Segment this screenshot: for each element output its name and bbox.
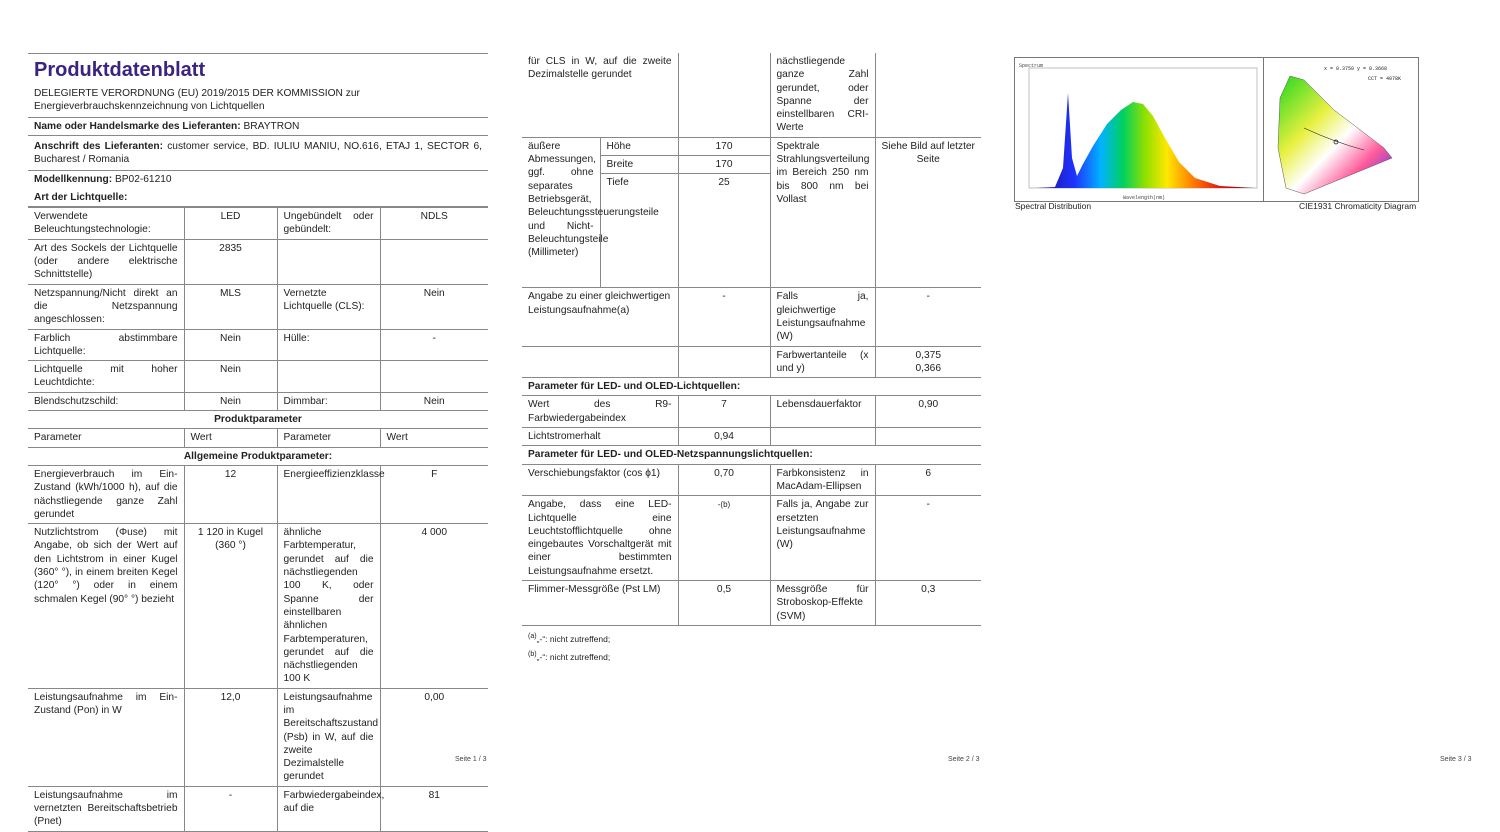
type-table [28,207,488,832]
column-header: Parameter [277,429,380,447]
value-cell: NDLS [380,208,488,240]
value-cell: LED [184,208,277,240]
param-cell: Art des Sockels der Lichtquelle (oder andere elektrische Schnittstelle) [28,239,184,284]
param-cell: Vernetzte Lichtquelle (CLS): [277,284,380,329]
regulation-text: DELEGIERTE VERORDNUNG (EU) 2019/2015 DER KOMMISSION zur Energieverbrauchskennzeichnung von Lichtquellen [28,85,488,118]
value-cell: - [875,496,981,581]
value-cell: -(b) [678,496,770,581]
dimension-name: Tiefe [600,174,678,288]
value-cell: 0,70 [678,464,770,496]
table-heading-row [522,378,981,396]
param-cell: Farbwertanteile (x und y) [770,346,875,378]
address-label: Anschrift des Lieferanten: [34,140,163,152]
spectral-caption: Spectral Distribution [1015,201,1092,211]
spectral-distribution-chart [1014,57,1264,202]
param-cell: Netzspannung/Nicht direkt an die Netzspannung angeschlossen: [28,284,184,329]
param-cell [277,239,380,284]
mains-params-heading: Parameter für LED- und OLED-Netzspannungslichtquellen: [522,446,981,464]
page-1 [28,53,488,832]
table-row [522,581,981,626]
param-cell: Angabe, dass eine LED-Lichtquelle eine Leuchtstofflichtquelle ohne eingebautes Vorschaltgerät mit einer bestimmten Leistungsaufnahme ersetzt. [522,496,678,581]
table-row [522,346,981,378]
value-cell: 81 [380,786,488,831]
table-row [522,396,981,428]
value-cell: - [678,288,770,346]
param-cell: Blendschutzschild: [28,392,184,410]
value-cell: 2835 [184,239,277,284]
table-row [28,329,488,361]
column-header: Parameter [28,429,184,447]
value-cell: 0,375 0,366 [875,346,981,378]
dimension-value: 25 [678,174,770,288]
table-row [28,284,488,329]
dimension-value: 170 [678,137,770,155]
value-cell: Nein [380,284,488,329]
footnote-a: $^{(a)}$„-“: nicht zutreffend; [528,631,611,644]
table-row [28,465,488,523]
param-cell: Leistungsaufnahme im Bereitschaftszustand (Psb) in W, auf die zweite Dezimalstelle gerundet [277,688,380,786]
value-cell: 0,5 [678,581,770,626]
page-number-2: Seite 2 / 3 [948,756,980,763]
param-cell [277,361,380,393]
column-header: Wert [184,429,277,447]
value-cell: - [380,329,488,361]
model-label: Modellkennung: [34,174,113,186]
table-heading-row [28,411,488,429]
table-heading-row [28,447,488,465]
param-cell: Verwendete Beleuchtungstechnologie: [28,208,184,240]
table-row [522,428,981,446]
general-params-heading: Allgemeine Produktparameter: [28,447,488,465]
led-params-heading: Parameter für LED- und OLED-Lichtquellen: [522,378,981,396]
param-cell: Lichtstromerhalt [522,428,678,446]
table-row [28,392,488,410]
table-row [28,786,488,831]
param-cell: Falls ja, gleichwertige Leistungsaufnahme (W) [770,288,875,346]
value-cell: 1 120 in Kugel (360 °) [184,524,277,689]
table-row [522,288,981,346]
supplier-value: BRAYTRON [243,120,300,132]
value-cell: - [184,786,277,831]
param-cell: Wert des R9-Farbwiedergabeindex [522,396,678,428]
param-cell: ähnliche Farbtemperatur, gerundet auf die nächstliegenden 100 K, oder Spanne der einstellbaren ähnlichen Farbtemperaturen, gerundet auf die nächstliegenden 100 K [277,524,380,689]
param-cell: Farbwiedergabeindex, auf die [277,786,380,831]
table-row [28,208,488,240]
product-params-heading: Produktparameter [28,411,488,429]
table-row [522,53,981,137]
spectrum-area [1035,93,1255,188]
param-cell: Dimmbar: [277,392,380,410]
param-cell: Falls ja, Angabe zur ersetzten Leistungsaufnahme (W) [770,496,875,581]
column-header: Wert [380,429,488,447]
cie-chromaticity-chart [1263,57,1419,202]
value-cell: Nein [184,329,277,361]
param-cell: Ungebündelt oder gebündelt: [277,208,380,240]
supplier-row [28,118,488,136]
table-row [522,464,981,496]
table-row [28,361,488,393]
param-cell: Spektrale Strahlungsverteilung im Bereich 250 nm bis 800 nm bei Vollast [770,137,875,288]
value-cell [678,53,770,137]
spectral-xlabel: Wavelength(nm) [1123,195,1166,201]
page-number-3: Seite 3 / 3 [1440,756,1472,763]
param-cell: Energieverbrauch im Ein-Zustand (kWh/1000 h), auf die nächstliegende ganze Zahl gerundet [28,465,184,523]
value-cell: 6 [875,464,981,496]
param-cell [522,288,678,346]
model-value: BP02-61210 [114,174,172,186]
value-cell [678,346,770,378]
value-cell: 7 [678,396,770,428]
value-cell: 0,94 [678,428,770,446]
value-cell: 12,0 [184,688,277,786]
param-cell: Lichtquelle mit hoher Leuchtdichte: [28,361,184,393]
value-cell [875,428,981,446]
param-cell: Farblich abstimmbare Lichtquelle: [28,329,184,361]
param-cell: Flimmer-Messgröße (Pst LM) [522,581,678,626]
page-2 [522,53,981,665]
param-cell: Energieeffizienzklasse [277,465,380,523]
cct-readout: CCT = 4078K [1368,76,1402,82]
dimension-value: 170 [678,156,770,174]
value-cell: 12 [184,465,277,523]
value-cell: - [875,288,981,346]
page-number-1: Seite 1 / 3 [455,756,487,763]
param-cell: Messgröße für Stroboskop-Effekte (SVM) [770,581,875,626]
address-value: customer service, BD. IULIU MANIU, NO.616, ETAJ 1, SECTOR 6, Bucharest / Romania [34,140,482,166]
supplier-label: Name oder Handelsmarke des Lieferanten: [34,120,241,132]
table-header-row [28,429,488,447]
table-row [28,239,488,284]
type-heading: Art der Lichtquelle: [28,189,488,207]
value-cell [380,239,488,284]
value-cell [875,53,981,137]
param-cell: nächstliegende ganze Zahl gerundet, oder Spanne der einstellbaren CRI-Werte [770,53,875,137]
continuation-table [522,53,981,626]
dimensions-label: äußere Abmessungen, ggf. ohne separates Betriebsgerät, Beleuchtungssteuerungsteile und Nicht-Beleuchtungsteile (Millimeter) [522,137,600,288]
cie-svg [1264,58,1418,201]
param-cell: Lebensdauerfaktor [770,396,875,428]
param-cell [770,428,875,446]
value-cell: F [380,465,488,523]
footnote-b: $^{(b)}$„-“: nicht zutreffend; [528,649,611,662]
cie-readout: x = 0.3750 y = 0.3668 [1324,66,1388,72]
param-cell: Hülle: [277,329,380,361]
param-cell: Verschiebungsfaktor (cos ϕ1) [522,464,678,496]
spectral-svg [1015,58,1263,201]
table-row [522,137,981,155]
param-cell: für CLS in W, auf die zweite Dezimalstelle gerundet [522,53,678,137]
value-cell: 0,3 [875,581,981,626]
value-cell: Nein [184,392,277,410]
table-row [522,496,981,581]
footnotes [528,629,981,665]
value-cell: MLS [184,284,277,329]
cie-caption: CIE1931 Chromaticity Diagram [1299,201,1417,211]
address-row [28,136,488,172]
value-cell: 0,90 [875,396,981,428]
dimension-name: Höhe [600,137,678,155]
footnote-b-text: „-“: nicht zutreffend; [536,651,611,662]
document-title: Produktdatenblatt [34,59,206,81]
spectral-title: Spectrum [1019,63,1044,69]
param-cell: Farbkonsistenz in MacAdam-Ellipsen [770,464,875,496]
value-cell [380,361,488,393]
value-cell: Nein [184,361,277,393]
table-row [28,688,488,786]
param-cell: Leistungsaufnahme im Ein-Zustand (Pon) in W [28,688,184,786]
chromaticity-locus [1278,76,1392,194]
value-cell: 4 000 [380,524,488,689]
value-cell: Nein [380,392,488,410]
table-heading-row [522,446,981,464]
model-row [28,171,488,188]
table-row [28,524,488,689]
param-cell: Nutzlichtstrom (Φuse) mit Angabe, ob sich der Wert auf den Lichtstrom in einer Kugel (360° °), in einem breiten Kegel (120° °) oder in einem schmalen Kegel (90° °) bezieht [28,524,184,689]
param-cell: Leistungsaufnahme im vernetzten Bereitschaftsbetrieb (Pnet) [28,786,184,831]
param-cell [522,346,678,378]
footnote-a-text: „-“: nicht zutreffend; [536,633,611,644]
value-cell: 0,00 [380,688,488,786]
value-cell: Siehe Bild auf letzter Seite [875,137,981,288]
param-text: Angabe zu einer gleichwertigen Leistungsaufnahme(a) [528,291,671,316]
dimension-name: Breite [600,156,678,174]
